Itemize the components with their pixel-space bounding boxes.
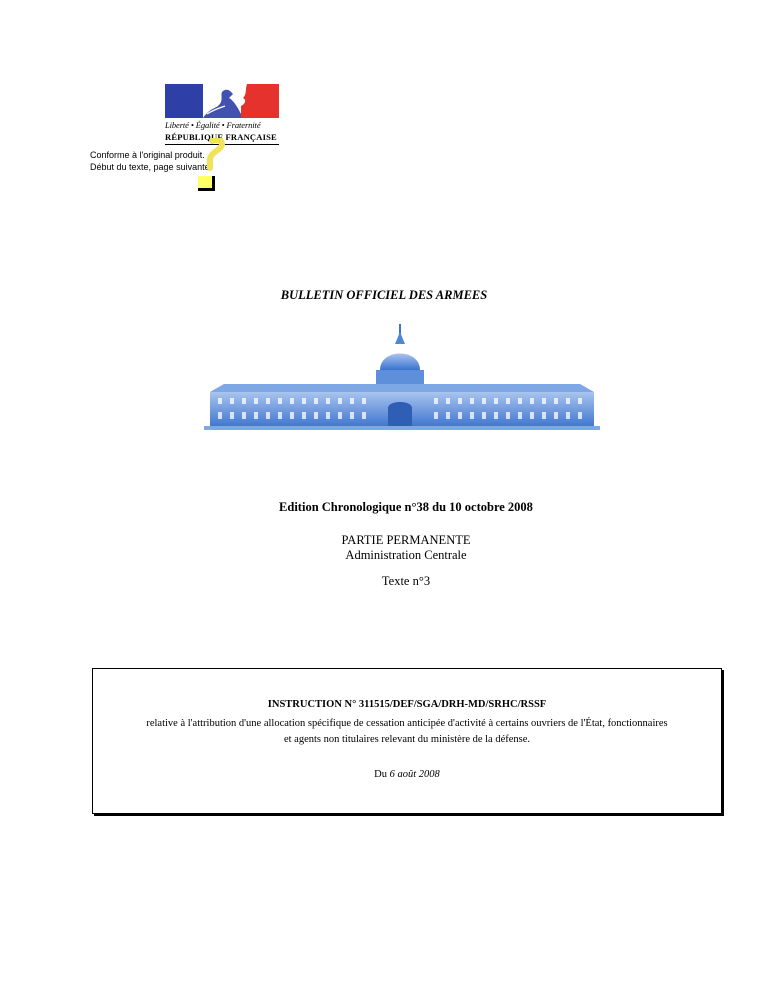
instruction-reference: INSTRUCTION N° 311515/DEF/SGA/DRH-MD/SRHC/RSSF xyxy=(267,699,547,710)
instruction-date xyxy=(93,769,721,780)
republique-francaise-logo xyxy=(165,84,281,146)
date-value: 6 août 2008 xyxy=(389,769,440,780)
conformity-note: Conforme à l'original produit. xyxy=(90,150,205,160)
start-of-text-note: Début du texte, page suivante. xyxy=(90,162,213,172)
instruction-description-line2: et agents non titulaires relevant du ministère de la défense. xyxy=(283,734,531,745)
sticky-note-icon[interactable] xyxy=(198,176,215,191)
logo-name: RÉPUBLIQUE FRANÇAISE xyxy=(165,132,277,142)
date-prefix: Du xyxy=(374,769,388,780)
instruction-description-line1: relative à l'attribution d'une allocation spécifique de cessation anticipée d'activité à certains ouvriers de l'État, fonctionnaires xyxy=(146,718,668,729)
bulletin-title: BULLETIN OFFICIEL DES ARMEES xyxy=(280,288,488,302)
subsection-label: Administration Centrale xyxy=(345,548,467,562)
text-number: Texte n°3 xyxy=(381,574,431,588)
logo-motto: Liberté • Égalité • Fraternité xyxy=(165,120,261,130)
edition-title: Edition Chronologique n°38 du 10 octobre 2008 xyxy=(279,500,533,514)
sticky-note-pin-icon xyxy=(196,138,236,178)
instruction-box xyxy=(92,668,722,814)
invalides-building-illustration xyxy=(204,320,600,432)
marianne-profile-icon xyxy=(203,84,241,118)
marianne-flag xyxy=(165,84,279,118)
section-label: PARTIE PERMANENTE xyxy=(341,533,471,547)
